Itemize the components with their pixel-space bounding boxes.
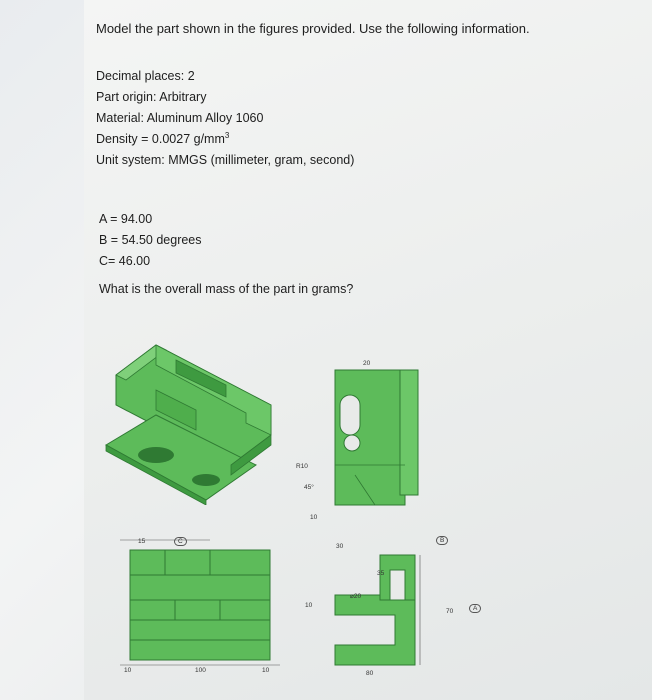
top-view-figure [330, 545, 440, 680]
question-text: What is the overall mass of the part in grams? [99, 282, 354, 296]
side-view-figure [330, 355, 420, 515]
dim-10-side: 10 [310, 514, 318, 521]
dim-10-left: 10 [124, 667, 132, 674]
dim-70: 70 [446, 608, 454, 615]
dim-r10: R10 [296, 463, 308, 470]
front-view-figure [120, 535, 280, 675]
spec-density [96, 132, 229, 147]
variable-b: B = 54.50 degrees [99, 233, 202, 247]
instructions-text: Model the part shown in the figures provided. Use the following information. [96, 21, 530, 36]
variable-a: A = 94.00 [99, 212, 153, 226]
dim-10-top: 10 [305, 602, 313, 609]
dim-15: 15 [138, 538, 146, 545]
variable-c: C= 46.00 [99, 254, 151, 268]
label-c: C [174, 537, 187, 546]
dim-10-right: 10 [262, 667, 270, 674]
dim-dia-20: ⌀20 [350, 593, 362, 600]
label-b: B [436, 536, 448, 545]
dim-30: 30 [336, 543, 344, 550]
spec-decimal-places: Decimal places: 2 [96, 69, 195, 83]
dim-45-deg: 45° [304, 484, 314, 491]
label-a: A [469, 604, 481, 613]
isometric-part-figure [96, 335, 296, 505]
spec-material: Material: Aluminum Alloy 1060 [96, 111, 264, 125]
spec-density-exponent: 3 [224, 130, 230, 140]
dim-100: 100 [195, 667, 206, 674]
spec-unit-system: Unit system: MMGS (millimeter, gram, second) [96, 153, 355, 167]
spec-density-text: Density = 0.0027 g/mm [96, 132, 225, 146]
dim-80: 80 [366, 670, 374, 677]
dim-35: 35 [377, 570, 385, 577]
spec-part-origin: Part origin: Arbitrary [96, 90, 207, 104]
dim-20-top: 20 [363, 360, 371, 367]
